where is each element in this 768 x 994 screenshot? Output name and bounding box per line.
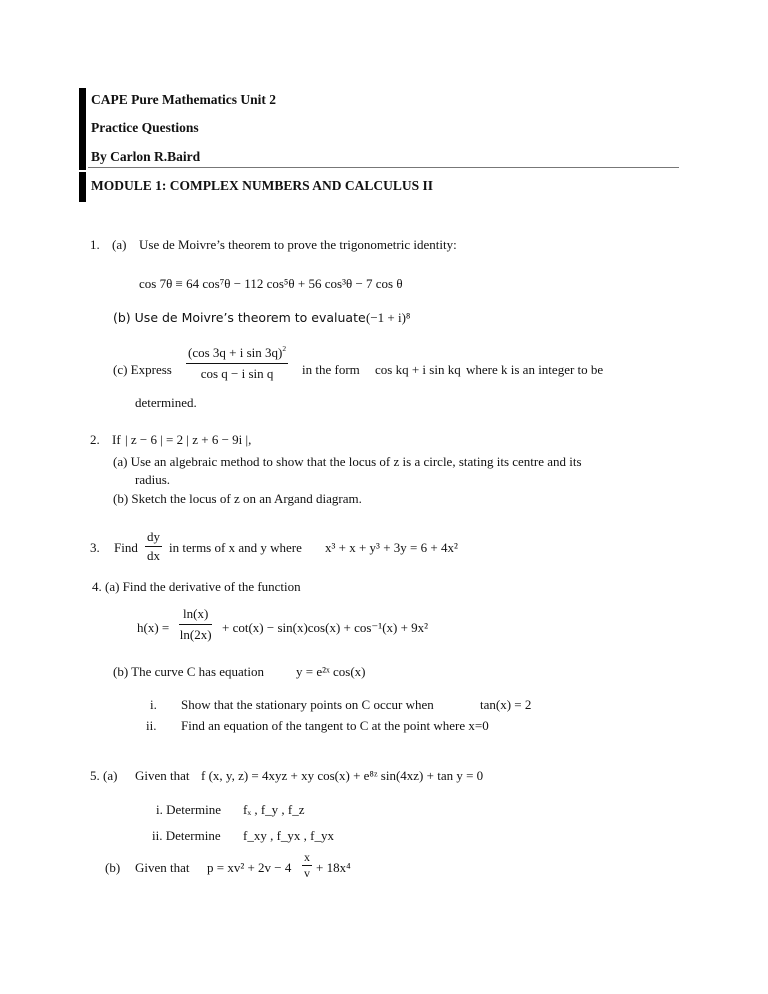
q4-h-lhs: h(x) =: [137, 620, 170, 635]
q3-frac-numerator: dy: [145, 529, 162, 547]
q2-part-b-text: (b) Sketch the locus of z on an Argand diagram.: [113, 491, 362, 506]
q1-part-c-suffix: where k is an integer to be: [466, 362, 604, 377]
q1-part-b-text: (b) Use de Moivre’s theorem to evaluate: [113, 310, 366, 325]
q1-part-a-label: (a): [112, 237, 127, 252]
q2-lead: If: [112, 432, 121, 447]
q2-condition: | z − 6 | = 2 | z + 6 − 9i |,: [125, 432, 252, 447]
q4-part-b-label: (b) The curve C has equation: [113, 664, 265, 679]
q5-b-fraction: [302, 850, 312, 881]
q5-given: Given that: [135, 768, 190, 783]
q1-c-denominator: cos q − i sin q: [200, 366, 274, 381]
q5-b-equation-left: p = xv² + 2v − 4: [207, 860, 292, 875]
document-author: By Carlon R.Baird: [91, 149, 201, 164]
q1-part-c-fraction: [186, 345, 288, 382]
q1-c-numerator: (cos 3q + i sin 3q): [188, 345, 283, 360]
q4-part-a-text: 4. (a) Find the derivative of the function: [92, 579, 301, 594]
q1-number: 1.: [90, 237, 100, 252]
q5-label: 5. (a): [90, 768, 118, 783]
q2-number: 2.: [90, 432, 100, 447]
q5-i-text: i. Determine: [156, 802, 221, 817]
q4-h-rest: + cot(x) − sin(x)cos(x) + cos⁻¹(x) + 9x²: [222, 620, 429, 635]
q1-identity: cos 7θ ≡ 64 cos⁷θ − 112 cos⁵θ + 56 cos³θ − 7 cos θ: [139, 276, 403, 291]
q5-b-equation-right: + 18x⁴: [316, 860, 351, 875]
header-bar-top: [79, 88, 86, 170]
q3-middle-text: in terms of x and y where: [169, 540, 302, 555]
q3-derivative-fraction: [145, 529, 162, 564]
q5-i-parts: fₓ , f_y , f_z: [243, 802, 305, 817]
q5-b-frac-denominator: v: [304, 866, 310, 880]
document-title: CAPE Pure Mathematics Unit 2: [91, 92, 276, 107]
header-bar-bottom: [79, 172, 86, 202]
header-divider: [88, 167, 679, 168]
q4-h-fraction: [179, 606, 212, 643]
q1-part-c-continuation: determined.: [135, 395, 197, 410]
q1-part-a-text: Use de Moivre’s theorem to prove the trigonometric identity:: [139, 237, 457, 252]
q1-part-b-expression: (−1 + i)⁸: [366, 310, 411, 325]
q5-function: f (x, y, z) = 4xyz + xy cos(x) + e⁸ᶻ sin(4xz) + tan y = 0: [201, 768, 484, 783]
q4-b-i-condition: tan(x) = 2: [480, 697, 532, 712]
q1-part-c-middle: in the form: [302, 362, 360, 377]
q2-part-a-text: (a) Use an algebraic method to show that the locus of z is a circle, stating its centre and its: [113, 454, 582, 469]
module-heading: MODULE 1: COMPLEX NUMBERS AND CALCULUS II: [91, 178, 434, 193]
q4-b-ii-label: ii.: [146, 718, 157, 733]
q1-part-c-prefix: (c) Express: [113, 362, 172, 377]
q5-ii-parts: f_xy , f_yx , f_yx: [243, 828, 334, 843]
q3-frac-denominator: dx: [147, 548, 160, 563]
q3-find: Find: [114, 540, 138, 555]
q4-b-ii-text: Find an equation of the tangent to C at the point where x=0: [181, 718, 489, 733]
q4-h-denominator: ln(2x): [179, 627, 212, 642]
q4-b-i-text: Show that the stationary points on C occur when: [181, 697, 434, 712]
q3-number: 3.: [90, 540, 100, 555]
q1-c-numerator-exponent: 2: [282, 344, 287, 353]
q5-b-given: Given that: [135, 860, 190, 875]
q1-part-c-form: cos kq + i sin kq: [375, 362, 461, 377]
q4-part-b-equation: y = e²ˣ cos(x): [296, 664, 366, 679]
q5-ii-text: ii. Determine: [152, 828, 221, 843]
q2-part-a-continuation: radius.: [135, 472, 171, 487]
q4-h-numerator: ln(x): [179, 606, 212, 625]
q5-b-frac-numerator: x: [304, 850, 310, 864]
q4-b-i-label: i.: [150, 697, 157, 712]
q4-part-b-text: [113, 664, 264, 680]
q3-equation: x³ + x + y³ + 3y = 6 + 4x²: [325, 540, 458, 555]
document-subtitle: Practice Questions: [91, 120, 199, 135]
q5-b-label: (b): [105, 860, 121, 875]
